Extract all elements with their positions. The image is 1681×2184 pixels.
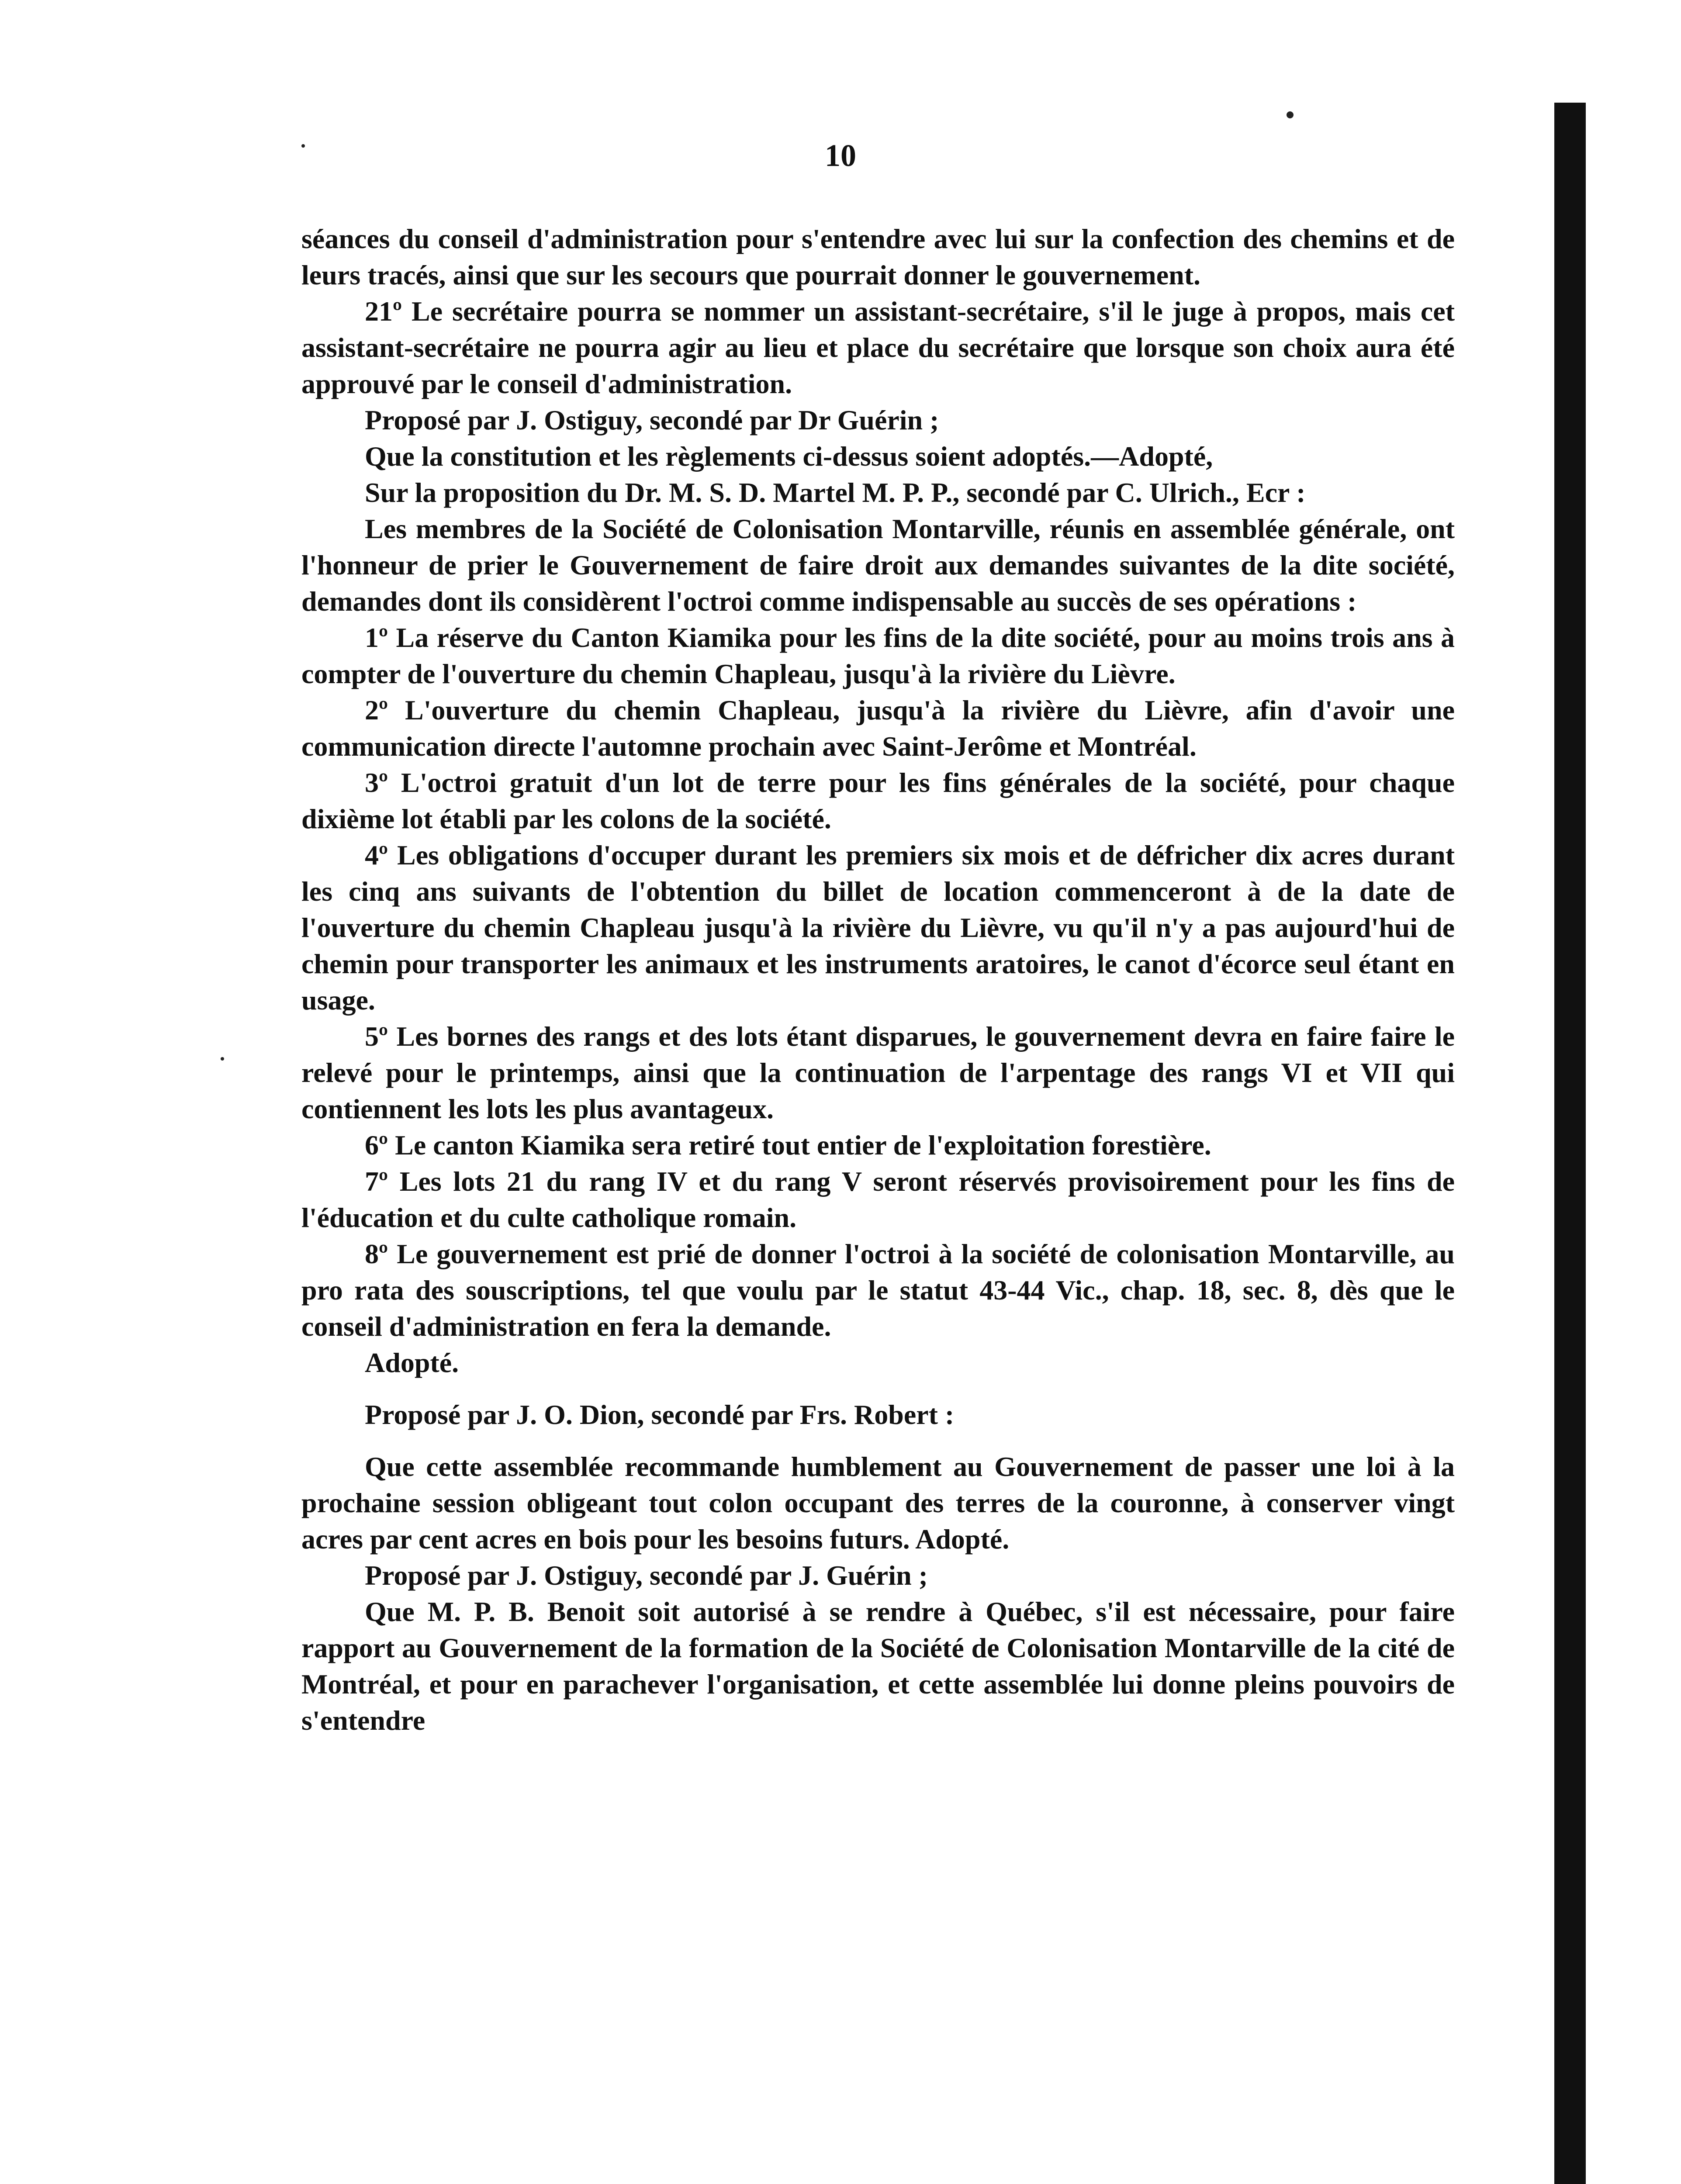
paragraph: 7º Les lots 21 du rang IV et du rang V seront réservés provisoirement pour les fins de l'éducation et du culte catholique romain. <box>301 1166 1455 1233</box>
paragraph: Que la constitution et les règlements ci-dessus soient adoptés.—Adopté, <box>365 441 1213 472</box>
paragraph: 1º La réserve du Canton Kiamika pour les fins de la dite société, pour au moins trois ans à compter de l'ouverture du chemin Chapleau, jusqu'à la rivière du Lièvre. <box>301 622 1455 689</box>
paragraph: Proposé par J. O. Dion, secondé par Frs. Robert : <box>365 1399 955 1430</box>
paragraph: séances du conseil d'administration pour s'entendre avec lui sur la confection des chemins et de leurs tracés, ainsi que sur les secours que pourrait donner le gouvernement. <box>301 223 1455 290</box>
paragraph: 3º L'octroi gratuit d'un lot de terre pour les fins générales de la société, pour chaque dixième lot établi par les colons de la société. <box>301 767 1455 834</box>
paragraph: Que M. P. B. Benoit soit autorisé à se rendre à Québec, s'il est nécessaire, pour faire rapport au Gouvernement de la formation de la Société de Colonisation Montarville de la cité de Montréal, et pour en parachever l'organisation, et cette assemblée lui donne pleins pouvoirs de s'entendre <box>301 1596 1455 1736</box>
scan-speck <box>221 1057 224 1061</box>
paragraph: 2º L'ouverture du chemin Chapleau, jusqu'à la rivière du Lièvre, afin d'avoir une communication directe l'automne prochain avec Saint-Jerôme et Montréal. <box>301 695 1455 762</box>
page-number: 10 <box>825 138 856 173</box>
paragraph: 8º Le gouvernement est prié de donner l'octroi à la société de colonisation Montarville, au pro rata des souscriptions, tel que voulu par le statut 43-44 Vic., chap. 18, sec. 8, dès que le conseil d'administration en fera la demande. <box>301 1238 1455 1342</box>
scan-edge-bar <box>1554 103 1586 2184</box>
paragraph: Proposé par J. Ostiguy, secondé par J. Guérin ; <box>365 1560 928 1591</box>
document-body <box>301 221 1455 1738</box>
scan-speck <box>1287 111 1294 118</box>
scan-speck <box>301 144 305 148</box>
paragraph: 5º Les bornes des rangs et des lots étant disparues, le gouvernement devra en faire faire le relevé pour le printemps, ainsi que la continuation de l'arpentage des rangs VI et VII qui contiennent les lots les plus avantageux. <box>301 1021 1455 1124</box>
paragraph: Les membres de la Société de Colonisation Montarville, réunis en assemblée générale, ont l'honneur de prier le Gouvernement de faire droit aux demandes suivantes de la dite société, demandes dont ils considèrent l'octroi comme indispensable au succès de ses opérations : <box>301 513 1455 617</box>
paragraph: Sur la proposition du Dr. M. S. D. Martel M. P. P., secondé par C. Ulrich., Ecr : <box>365 477 1306 508</box>
paragraph: 6º Le canton Kiamika sera retiré tout entier de l'exploitation forestière. <box>365 1130 1211 1161</box>
paragraph: Que cette assemblée recommande humblement au Gouvernement de passer une loi à la prochaine session obligeant tout colon occupant des terres de la couronne, à conserver vingt acres par cent acres en bois pour les besoins futurs. Adopté. <box>301 1451 1455 1555</box>
paragraph: Adopté. <box>365 1347 459 1378</box>
paragraph: 4º Les obligations d'occuper durant les premiers six mois et de défricher dix acres durant les cinq ans suivants de l'obtention du billet de location commenceront à de la date de l'ouverture du chemin Chapleau jusqu'à la rivière du Lièvre, vu qu'il n'y a pas aujourd'hui de chemin pour transporter les animaux et les instruments aratoires, le canot d'écorce seul étant en usage. <box>301 840 1455 1016</box>
paragraph: 21º Le secrétaire pourra se nommer un assistant-secrétaire, s'il le juge à propos, mais cet assistant-secrétaire ne pourra agir au lieu et place du secrétaire que lorsque son choix aura été approuvé par le conseil d'administration. <box>301 296 1455 399</box>
paragraph: Proposé par J. Ostiguy, secondé par Dr Guérin ; <box>365 404 939 435</box>
